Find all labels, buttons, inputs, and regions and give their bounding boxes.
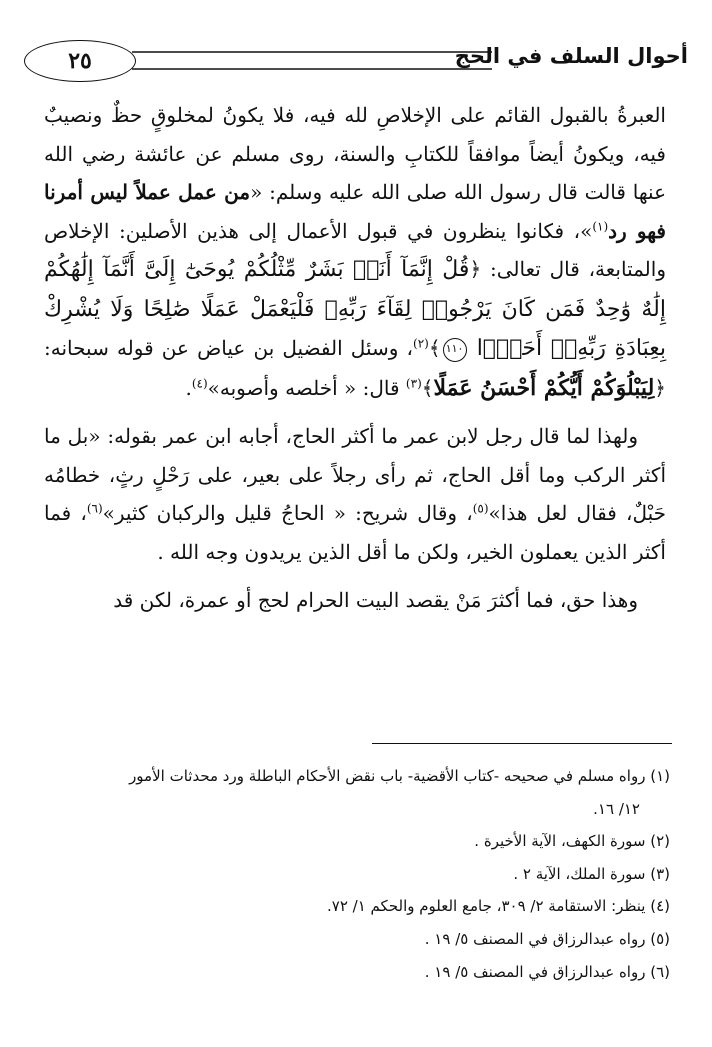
text-run: »، فكانوا ينظرون في قبول الأعمال إلى هذين الأصلين: الإخلاص والمتابعة، قال تعالى: ﴿ xyxy=(44,218,666,281)
footnotes xyxy=(48,760,670,988)
footnote-1: (١) رواه مسلم في صحيحه -كتاب الأقضية- باب نقض الأحكام الباطلة ورد محدثات الأمور xyxy=(129,767,670,785)
footnote-separator xyxy=(372,743,672,744)
footnote-5: (٥) رواه عبدالرزاق في المصنف ٥/ ١٩ . xyxy=(424,929,670,948)
ayah-number: ١١٠ xyxy=(445,342,464,356)
footnote-ref-3: (٣) xyxy=(405,375,422,390)
footnote-ref-6: (٦) xyxy=(86,501,103,516)
text-run: ، فما أكثر الذين يعملون الخير، ولكن ما أقل الذين يريدون وجه الله . xyxy=(44,501,666,564)
footnote-ref-4: (٤) xyxy=(191,375,208,390)
main-text xyxy=(44,96,666,620)
quran-verse-2: لِيَبْلُوَكُمْ أَيُّكُمْ أَحْسَنُ عَمَلًا xyxy=(433,374,655,401)
footnote-2: (٢) سورة الكهف، الآية الأخيرة . xyxy=(474,832,670,851)
text-run: ولهذا لما قال رجل لابن عمر ما أكثر الحاج، أجابه ابن عمر بقوله: «بل ما أكثر الركب وما أقل الحاج، ثم رأى رجلاً على بعير، على رَحْلٍ رثٍ، خطامُه حَبْلٌ، فقال لعل هذا» xyxy=(44,424,666,525)
footnote-ref-2: (٢) xyxy=(413,336,429,351)
text-run: ، وسئل الفضيل بن عياض عن قوله سبحانه: ﴿ xyxy=(44,336,666,400)
paragraph-3: وهذا حق، فما أكثرَ مَنْ يقصد البيت الحرام لحج أو عمرة، لكن قد xyxy=(113,588,638,612)
running-title: أحوال السلف في الحج xyxy=(454,44,688,68)
header-rule xyxy=(132,38,502,84)
paragraph-2 xyxy=(44,417,666,571)
text-run: العبرةُ بالقبول القائم على الإخلاصِ لله فيه، فلا يكونُ لمخلوقٍ حظٌ ونصيبٌ فيه، ويكونُ أيضاً موافقاً للكتابِ والسنة، روى مسلم عن عائشة رضي الله عنها قالت قال رسول الله صلى الله عليه وسلم: « xyxy=(44,103,667,204)
page-header xyxy=(20,38,688,84)
text-run: ، وقال شريح: « الحاجُ قليل والركبان كثير» xyxy=(102,501,473,525)
page-number-oval xyxy=(24,40,136,82)
footnote-4: (٤) ينظر: الاستقامة ٢/ ٣٠٩، جامع العلوم والحكم ١/ ٧٢. xyxy=(326,897,670,916)
text-run: قال: « أخلصه وأصوبه» xyxy=(207,375,406,400)
footnote-3: (٣) سورة الملك، الآية ٢ . xyxy=(513,864,670,883)
footnote-ref-1: (١) xyxy=(592,218,609,233)
text-run: . xyxy=(185,375,192,400)
quran-verse-1: قُلْ إِنَّمَآ أَنَا۠ بَشَرٌ مِّثْلُكُمْ يُوحَىٰٓ إِلَىَّ أَنَّمَآ إِلَٰهُكُمْ إِلَٰهٌ وَٰحِدٌ فَمَن كَانَ يَرْجُوا۟ لِقَآءَ رَبِّهِۦ فَلْيَعْمَلْ عَمَلًا صَٰلِحًا وَلَا يُشْرِكْ بِعِبَادَةِ رَبِّهِۦٓ أَحَدًۢا xyxy=(44,257,667,361)
paragraph-1: العبرةُ بالقبول القائم على الإخلاصِ لله فيه، فلا يكونُ لمخلوقٍ حظٌ ونصيبٌ فيه، ويكونُ أيضاً موافقاً للكتابِ والسنة، روى مسلم عن عائشة رضي الله عنها قالت قال رسول الله صلى الله عليه وسلم: «من عمل عملاً ليس أمرنا فهو رد$^{(١)}$»، فكانوا ينظرون في قبول الأعمال إلى هذين الأصلين: الإخلاص والمتابعة، قال تعالى: ﴿قُلْ إِنَّمَآ أَنَا۠ بَشَرٌ مِّثْلُكُمْ يُوحَىٰٓ إِلَىَّ أَنَّمَآ إِلَٰهُكُمْ إِلَٰهٌ وَٰحِدٌ فَمَن كَانَ يَرْجُوا۟ لِقَآءَ رَبِّهِۦ فَلْيَعْمَلْ عَمَلًا صَٰلِحًا وَلَا يُشْرِكْ بِعِبَادَةِ رَبِّهِۦٓ أَحَدًۢا ١١٠ ﴾$^{(٢)}$، وسئل الفضيل بن عياض عن قوله سبحانه: ﴿لِيَبْلُوَكُمْ أَيُّكُمْ أَحْسَنُ عَمَلًا﴾$^{(٣)}$ قال: « أخلصه وأصوبه»$^{(٤)}$. xyxy=(44,103,667,401)
footnote-1-continued: ١٢/ ١٦. xyxy=(593,799,640,818)
ayah-number-mark xyxy=(443,338,467,362)
hadith-text: من عمل عملاً ليس أمرنا فهو رد xyxy=(44,180,666,243)
footnote-6: (٦) رواه عبدالرزاق في المصنف ٥/ ١٩ . xyxy=(424,962,670,981)
footnote-ref-5: (٥) xyxy=(472,501,489,516)
page-number: ٢٥ xyxy=(68,48,92,74)
